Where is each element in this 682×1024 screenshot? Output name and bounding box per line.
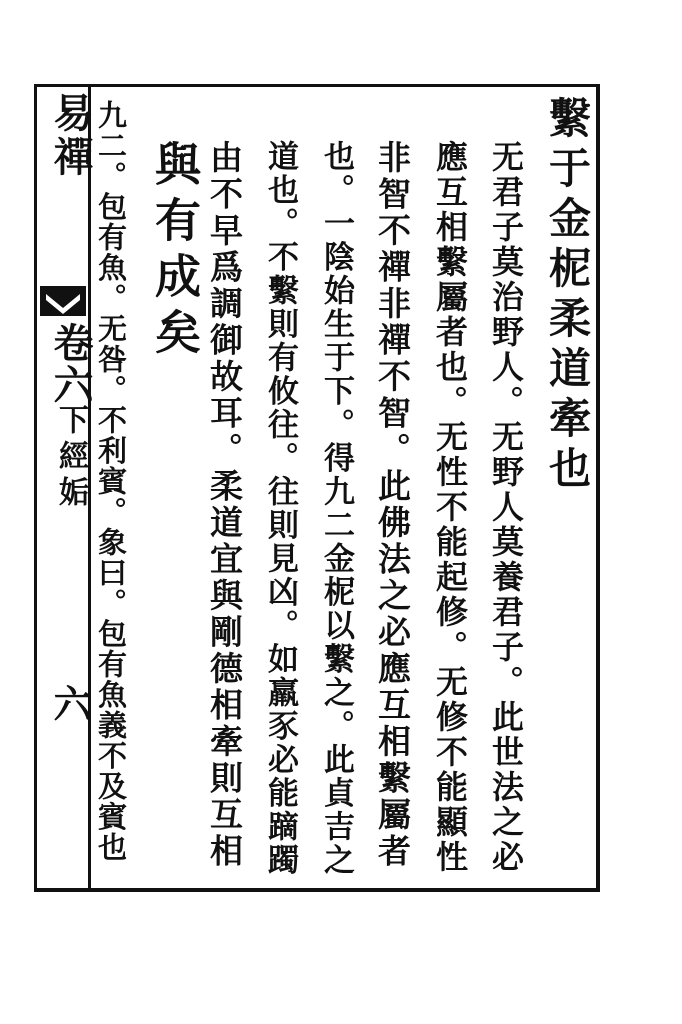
text-column: 非智不禪非禪不智。此佛法之必應互相繫屬者 — [373, 140, 412, 870]
margin-bottom-border — [34, 888, 90, 892]
margin-page-number: 六 — [47, 684, 92, 722]
text-column: 无君子莫治野人。无野人莫養君子。此世法之必 — [487, 140, 525, 875]
frame-bottom-border — [90, 888, 600, 892]
text-column: 道也。不繫則有攸往。往則見凶。如羸豕必能蹢躅 — [262, 140, 298, 877]
text-column: 也。一陰始生于下。得九二金柅以繫之。此貞吉之 — [318, 140, 354, 877]
text-column: 與有成矣 — [148, 140, 202, 364]
frame-right-border — [596, 84, 600, 892]
margin-book-title: 易禪 — [47, 92, 94, 180]
margin-volume: 卷六 — [47, 322, 94, 406]
text-column: 九二。包有魚。无咎。不利賓。象曰。包有魚義不及賓也 — [94, 100, 128, 863]
text-column: 由不早爲調御故耳。柔道宜與剛德相牽則互相 — [205, 140, 244, 870]
text-column: 應互相繫屬者也。无性不能起修。无修不能顯性 — [431, 140, 469, 875]
text-heading-column: 繫于金柅柔道牽也 — [543, 96, 592, 496]
frame-top-border — [90, 84, 598, 87]
margin-top-border — [34, 84, 90, 87]
margin-section: 下經姤 — [53, 404, 88, 512]
margin-outer-border — [34, 84, 37, 892]
fishtail-mark-icon — [40, 286, 86, 316]
